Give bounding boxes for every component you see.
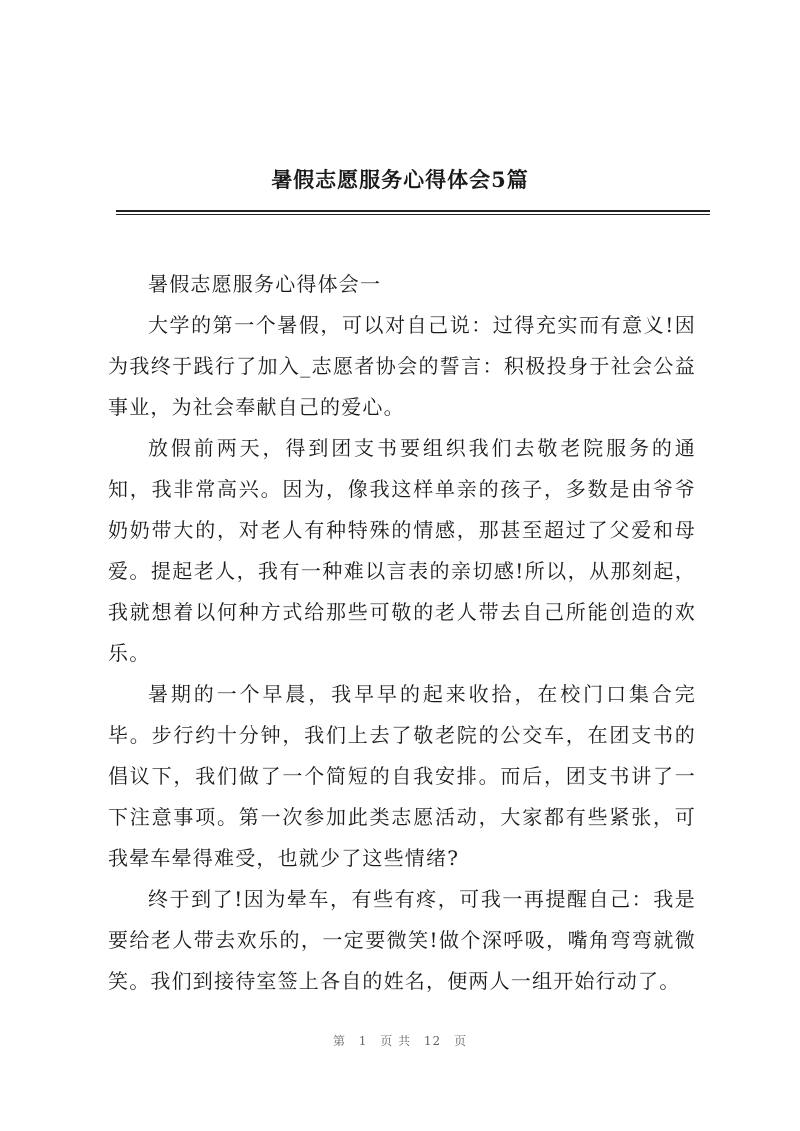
title-divider-thin xyxy=(116,214,710,215)
paragraph: 放假前两天，得到团支书要组织我们去敬老院服务的通知，我非常高兴。因为，像我这样单亲的孩子，多数是由爷爷奶奶带大的，对老人有种特殊的情感，那甚至超过了父爱和母爱。提起老人，我有一种难以言表的亲切感!所以，从那刻起，我就想着以何种方式给那些可敬的老人带去自己所能创造的欢乐。 xyxy=(108,436,696,665)
document-body xyxy=(108,264,696,1002)
footer-page-number: 1 xyxy=(358,1034,368,1048)
footer-middle: 页 共 xyxy=(380,1034,412,1048)
title-divider xyxy=(116,210,710,212)
document-title: 暑假志愿服务心得体会5篇 xyxy=(271,167,529,192)
paragraph-heading: 暑假志愿服务心得体会一 xyxy=(148,272,382,296)
paragraph: 大学的第一个暑假，可以对自己说：过得充实而有意义!因为我终于践行了加入_志愿者协会的誓言：积极投身于社会公益事业，为社会奉献自己的爱心。 xyxy=(108,313,696,419)
page-footer xyxy=(0,1032,800,1049)
paragraph: 终于到了!因为晕车，有些有疼，可我一再提醒自己：我是要给老人带去欢乐的，一定要微笑!做个深呼吸，嘴角弯弯就微笑。我们到接待室签上各自的姓名，便两人一组开始行动了。 xyxy=(108,887,696,993)
footer-suffix: 页 xyxy=(454,1034,468,1048)
footer-prefix: 第 xyxy=(332,1034,346,1048)
paragraph: 暑期的一个早晨，我早早的起来收拾，在校门口集合完毕。步行约十分钟，我们上去了敬老院的公交车，在团支书的倡议下，我们做了一个简短的自我安排。而后，团支书讲了一下注意事项。第一次参加此类志愿活动，大家都有些紧张，可我晕车晕得难受，也就少了这些情绪? xyxy=(108,682,696,870)
footer-total-pages: 12 xyxy=(423,1034,442,1048)
